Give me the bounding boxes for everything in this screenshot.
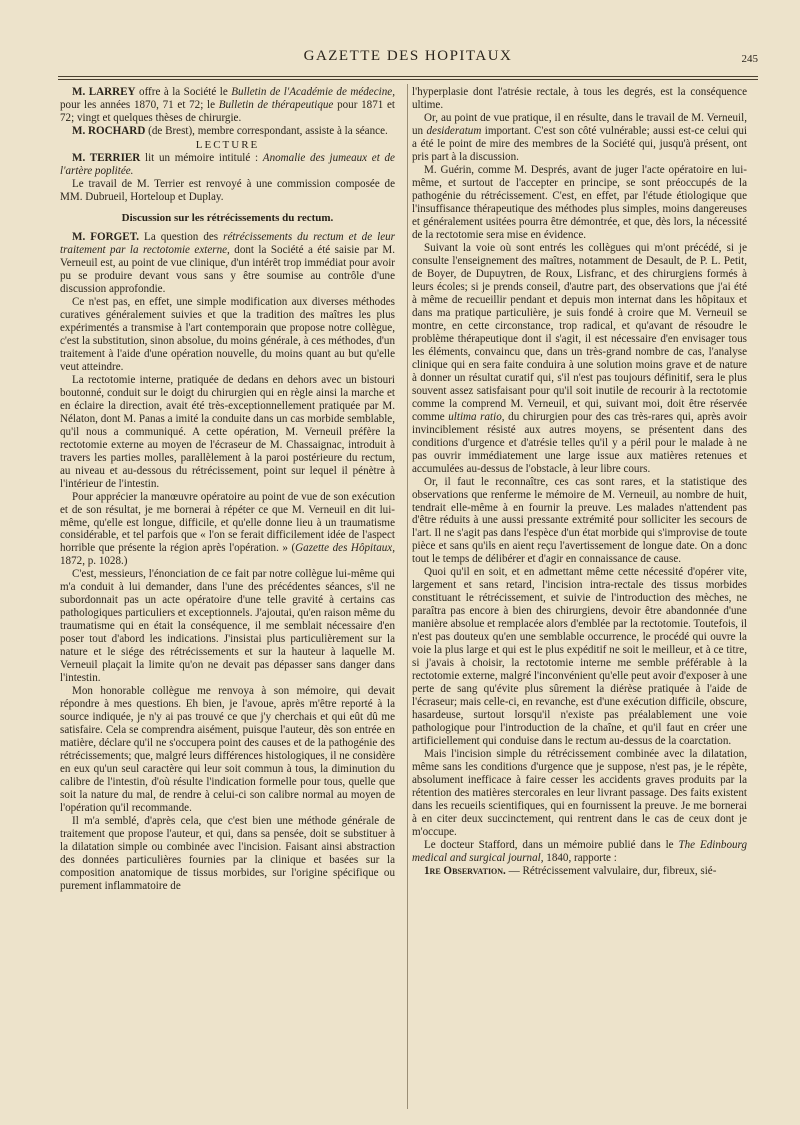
paragraph: l'hyperplasie dont l'atrésie rectale, à tous les degrés, est la conséquence ultime. [412, 86, 747, 111]
paragraph: Quoi qu'il en soit, et en admettant même cette nécessité d'opérer vite, largement et sans retard, l'incision intra-rectale des tissus morbides constituant le rétrécissement, et suivie de l'introduction des mèches, ne paraîtra pas encore à bien des chirurgiens, devoir être abandonnée d'une manière absolue et remplacée alors d'emblée par la rectotomie. Toutefois, il n'est pas douteux qu'en une semblable occurrence, le procédé qui ouvre la voie la plus large et qui est le plus expéditif ne soit le meilleur, et à ce titre, si j'avais à choisir, la rectotomie interne me semble préférable à la rectotomie externe, malgré l'inconvénient qu'elle peut avoir d'exposer à une perte de sang qu'évite plus sûrement la diérèse pratiquée à l'aide de l'écraseur; mais celle-ci, en revanche, est d'une exécution difficile, obscure, hasardeuse, surtout lorsqu'il n'existe pas préalablement une voie pathologique pour l'introduction de la chaîne, et qu'il faut en créer une artificiellement qui conduise dans le rectum au-dessus de la coarctation. [412, 566, 747, 748]
section-heading-discussion: Discussion sur les rétrécissements du rectum. [121, 211, 334, 224]
header-rule-bottom [58, 79, 758, 80]
section-heading-lecture: LECTURE [195, 138, 260, 151]
paragraph: 1re Observation. — Rétrécissement valvulaire, dur, fibreux, sié- [424, 865, 717, 878]
paragraph: M. Guérin, comme M. Després, avant de juger l'acte opératoire en lui-même, et surtout de l'accepter en principe, se sont préoccupés de la pathogénie du rétrécissement. C'est, en effet, par l'étude étiologique que l'insuffisance thérapeutique des méthodes plus simples, moins dangereuses et généralement usitées pourra être démontrée, et que, dès lors, la nécessité de la rectotomie sera mise en évidence. [412, 163, 747, 241]
paragraph: Ce n'est pas, en effet, une simple modification aux diverses méthodes curatives généralement suivies et que la tradition des maîtres les plus expérimentés a transmise à l'art contemporain que propose notre collègue, c'est la substitution, sinon absolue, du moins générale, à ces méthodes, d'un traitement à l'aide d'une opération nouvelle, du moins quant au but qu'elle veut atteindre. [60, 295, 395, 373]
journal-title: GAZETTE DES HOPITAUX [303, 48, 513, 64]
paragraph: Or, il faut le reconnaître, ces cas sont rares, et la statistique des observations que renferme le mémoire de M. Verneuil, au nombre de huit, tendrait elle-même à en fournir la preuve. Les malades n'attendent pas d'être réduits à une aussi pressante extrémité pour solliciter les secours de l'art. Il ne s'agit pas dans l'espèce d'un état morbide qui s'improvise de toute pièce et sans qu'ils en aient reçu l'avertissement de longue date. On a donc tout le temps de délibérer et d'agir en connaissance de cause. [412, 475, 747, 566]
paragraph: M. TERRIER lit un mémoire intitulé : Anomalie des jumeaux et de l'artère poplitée. [60, 151, 395, 177]
paragraph: Mon honorable collègue me renvoya à son mémoire, qui devait répondre à mes questions. Eh bien, je l'avoue, après m'être reporté à la source indiquée, je n'y ai pas trouvé ce que j'y cherchais et qui eût dû me satisfaire. Cela se comprendra aisément, puisque l'auteur, dès son entrée en matière, déclare qu'il ne s'occupera point des causes et de la pathogénie des rétrécissements; que, malgré leurs différences histologiques, il ne considère en eux qu'un seul caractère qui leur soit commun à tous, la diminution du calibre de l'intestin, d'où résulte l'indication formelle pour tous, quelle que soit la nature du mal, de rendre à celui-ci son calibre normal au moyen de l'opération qu'il recommande. [60, 685, 395, 815]
paragraph: Pour apprécier la manœuvre opératoire au point de vue de son exécution et de son résultat, je me bornerai à répéter ce que M. Verneuil en dit lui-même, qu'elle est longue, difficile, et qu'elle donne lieu à un traumatisme considérable, et tel parfois que « l'on se ferait difficilement idée de l'aspect horrible que présente la région après l'opération. » (Gazette des Hôpitaux, 1872, p. 1028.) [60, 490, 395, 568]
page-header [58, 44, 758, 74]
paragraph: Or, au point de vue pratique, il en résulte, dans le travail de M. Verneuil, un desideratum important. C'est son côté vulnérable; aussi est-ce celui qui a été le point de mire des membres de la Société qui, jusqu'à présent, ont pris part à la discussion. [412, 111, 747, 163]
paragraph: C'est, messieurs, l'énonciation de ce fait par notre collègue lui-même qui m'a conduit à lui demander, dans l'une des précédentes séances, s'il ne subordonnait pas un acte opératoire d'une telle gravité à certains cas pathologiques particuliers et exceptionnels. J'ajoutai, qu'en raison même du traumatisme qui en était la conséquence, il me semblait nécessaire d'en poser tout d'abord les indications. J'insistai plus particulièrement sur la nature et le siége des rétrécissements et sur la hauteur à laquelle M. Verneuil plaçait la limite qu'on ne devait pas dépasser sans danger dans l'intestin. [60, 568, 395, 685]
paragraph: M. LARREY offre à la Société le Bulletin de l'Académie de médecine, pour les années 1870, 71 et 72; le Bulletin de thérapeutique pour 1871 et 72; vingt et quelques thèses de chirurgie. [60, 86, 396, 124]
header-rule-top [58, 76, 758, 77]
right-column [412, 86, 747, 878]
paragraph: Il m'a semblé, d'après cela, que c'est bien une méthode générale de traitement que propose l'auteur, et qui, dans sa pensée, doit se substituer à la dilatation simple ou combinée avec l'incision. Faisant ainsi abstraction des données particulières fournies par la clinique et basées sur la composition anatomique de tissus morbides, sur l'origine spécifique ou purement inflammatoire de [60, 815, 395, 893]
page-number: 245 [741, 53, 758, 65]
paragraph: La rectotomie interne, pratiquée de dedans en dehors avec un bistouri boutonné, conduit sur le doigt du chirurgien qui en règle ainsi la marche et en éclaire la direction, avait été très-exceptionnellement pratiquée par M. Nélaton, dont M. Panas a imité la conduite dans un cas morbide semblable, qu'il nous a communiqué. A cette opération, M. Verneuil préfère la rectotomie externe au moyen de l'écraseur de M. Chassaignac, introduit à travers les parties molles, parallèlement à la paroi postérieure du rectum, au niveau et au-dessous du rétrécissement, point sur lequel il pénètre à l'intérieur de l'intestin. [60, 373, 395, 490]
left-column [60, 86, 395, 893]
paragraph: Le docteur Stafford, dans un mémoire publié dans le The Edinbourg medical and surgical journal, 1840, rapporte : [412, 839, 748, 865]
paragraph: M. FORGET. La question des rétrécissements du rectum et de leur traitement par la rectotomie externe, dont la Société a été saisie par M. Verneuil est, au point de vue clinique, d'un intérêt trop immédiat pour avoir pu se produire devant vous sans y être soumise au contrôle d'une discussion approfondie. [60, 230, 395, 295]
paragraph: M. ROCHARD (de Brest), membre correspondant, assiste à la séance. [72, 124, 388, 137]
paragraph: Suivant la voie où sont entrés les collègues qui m'ont précédé, si je consulte l'enseignement des maîtres, notamment de Desault, de P. L. Petit, de Boyer, de Dupuytren, de Roux, Lisfranc, et des chirurgiens formés à leurs écoles; si je prends conseil, d'autre part, des observations que j'ai été à même de recueillir pendant et depuis mon internat dans les hôpitaux et dans ma pratique particulière, je suis fondé à croire que M. Verneuil se montre, en cette circonstance, trop radical, et qu'avant de résoudre le problème thérapeutique dont il s'agit, il est nécessaire d'en envisager tous les éléments, convaincu que, dans un très-grand nombre de cas, l'analyse clinique qui en sera faite conduira à une solution moins grave et de nature à donner un résultat curatif qui, s'il n'est pas toujours définitif, sera le plus souvent assez satisfaisant pour qu'il soit inutile de recourir à la rectotomie comme la comprend M. Verneuil, et qui, suivant moi, doit être réservée comme ultima ratio, du chirurgien pour des cas très-rares qui, après avoir invinciblement résisté aux autres moyens, se présentent dans des conditions d'urgence et d'atrésie telles qu'il y a péril pour le malade à ne pas ouvrir immédiatement une large issue aux matières retenues et accumulées au-dessus de l'obstacle, à leur libre cours. [412, 241, 748, 475]
paragraph: Mais l'incision simple du rétrécissement combinée avec la dilatation, même sans les conditions d'urgence que je suppose, n'est pas, je le répète, absolument inefficace à faire cesser les accidents graves produits par la rétention des matières stercorales en leur livrant passage. Des faits existent dans les recueils scientifiques, qui en fournissent la preuve. Je me bornerai à en citer deux succinctement, qui rentrent dans le cas de ceux dont je m'occupe. [412, 748, 747, 839]
column-divider [407, 84, 408, 1109]
paragraph: Le travail de M. Terrier est renvoyé à une commission composée de MM. Dubrueil, Horteloup et Duplay. [60, 177, 395, 203]
